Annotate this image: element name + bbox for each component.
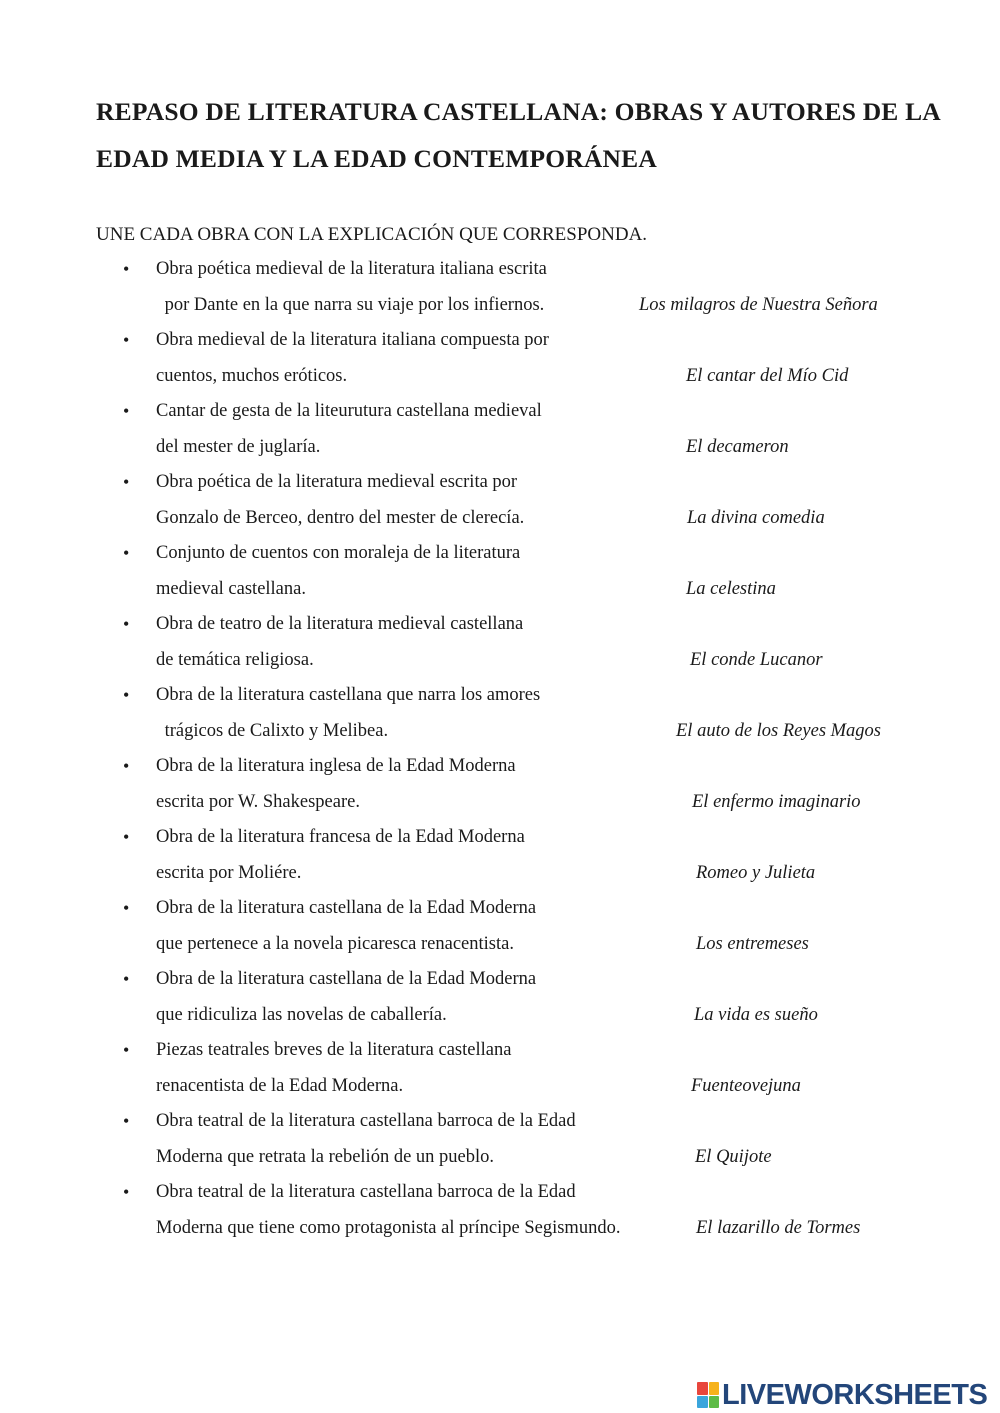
work-title: El cantar del Mío Cid: [686, 366, 849, 386]
description-line-2: de temática religiosa.: [156, 650, 314, 670]
bullet-icon: •: [123, 259, 130, 279]
list-item: [0, 965, 1000, 1036]
description-line-1: Obra medieval de la literatura italiana compuesta por: [156, 330, 549, 350]
bullet-icon: •: [123, 827, 130, 847]
description-line-2: que pertenece a la novela picaresca renacentista.: [156, 934, 514, 954]
bullet-icon: •: [123, 1111, 130, 1131]
bullet-icon: •: [123, 472, 130, 492]
work-title: La divina comedia: [687, 508, 825, 528]
description-line-2: medieval castellana.: [156, 579, 306, 599]
description-line-2: escrita por Moliére.: [156, 863, 302, 883]
list-item: [0, 1107, 1000, 1178]
logo-text: LIVEWORKSHEETS: [722, 1379, 988, 1411]
work-title: El conde Lucanor: [690, 650, 823, 670]
work-title: Los milagros de Nuestra Señora: [639, 295, 878, 315]
bullet-icon: •: [123, 685, 130, 705]
bullet-icon: •: [123, 756, 130, 776]
list-item: [0, 752, 1000, 823]
logo-square-green: [709, 1396, 720, 1409]
list-item: [0, 397, 1000, 468]
description-line-1: Obra de la literatura francesa de la Edad Moderna: [156, 827, 525, 847]
instruction-text: UNE CADA OBRA CON LA EXPLICACIÓN QUE CORRESPONDA.: [96, 224, 648, 245]
description-line-1: Obra de la literatura inglesa de la Edad Moderna: [156, 756, 516, 776]
work-title: La celestina: [686, 579, 776, 599]
list-item: [0, 255, 1000, 326]
work-title: Los entremeses: [696, 934, 809, 954]
work-title: El enfermo imaginario: [692, 792, 861, 812]
description-line-1: Obra poética de la literatura medieval escrita por: [156, 472, 518, 492]
work-title: La vida es sueño: [694, 1005, 818, 1025]
list-item: [0, 894, 1000, 965]
description-line-1: Cantar de gesta de la liteurutura castellana medieval: [156, 401, 542, 421]
list-item: [0, 326, 1000, 397]
description-line-1: Obra de la literatura castellana que narra los amores: [156, 685, 541, 705]
description-line-2: del mester de juglaría.: [156, 437, 321, 457]
description-line-1: Obra de la literatura castellana de la Edad Moderna: [156, 898, 537, 918]
description-line-2: por Dante en la que narra su viaje por los infiernos.: [160, 295, 545, 315]
work-title: El Quijote: [695, 1147, 772, 1167]
logo-mark-icon: [697, 1382, 719, 1408]
list-item: [0, 1178, 1000, 1249]
list-item: [0, 610, 1000, 681]
description-line-2: Gonzalo de Berceo, dentro del mester de clerecía.: [156, 508, 525, 528]
work-title: El lazarillo de Tormes: [696, 1218, 861, 1238]
description-line-2: renacentista de la Edad Moderna.: [156, 1076, 404, 1096]
list-item: [0, 539, 1000, 610]
description-line-1: Obra teatral de la literatura castellana barroca de la Edad: [156, 1182, 576, 1202]
matching-list: [0, 255, 1000, 1249]
bullet-icon: •: [123, 1182, 130, 1202]
bullet-icon: •: [123, 330, 130, 350]
list-item: [0, 1036, 1000, 1107]
bullet-icon: •: [123, 1040, 130, 1060]
logo-square-red: [697, 1382, 708, 1395]
list-item: [0, 681, 1000, 752]
description-line-2: cuentos, muchos eróticos.: [156, 366, 348, 386]
bullet-icon: •: [123, 898, 130, 918]
liveworksheets-logo: [697, 1379, 987, 1411]
description-line-1: Obra poética medieval de la literatura italiana escrita: [156, 259, 547, 279]
description-line-2: trágicos de Calixto y Melibea.: [160, 721, 389, 741]
description-line-1: Piezas teatrales breves de la literatura castellana: [156, 1040, 512, 1060]
description-line-1: Obra de teatro de la literatura medieval castellana: [156, 614, 524, 634]
description-line-2: escrita por W. Shakespeare.: [156, 792, 360, 812]
work-title: Fuenteovejuna: [691, 1076, 801, 1096]
list-item: [0, 823, 1000, 894]
logo-square-blue: [697, 1396, 708, 1409]
bullet-icon: •: [123, 969, 130, 989]
logo-square-yellow: [709, 1382, 720, 1395]
description-line-2: Moderna que retrata la rebelión de un pueblo.: [156, 1147, 495, 1167]
work-title: Romeo y Julieta: [696, 863, 816, 883]
list-item: [0, 468, 1000, 539]
worksheet-title: REPASO DE LITERATURA CASTELLANA: OBRAS Y AUTORES DE LA EDAD MEDIA Y LA EDAD CONTEMPORÁNEA: [96, 97, 940, 173]
work-title: El decameron: [686, 437, 789, 457]
description-line-1: Obra de la literatura castellana de la Edad Moderna: [156, 969, 537, 989]
description-line-2: Moderna que tiene como protagonista al príncipe Segismundo.: [156, 1218, 621, 1238]
description-line-2: que ridiculiza las novelas de caballería.: [156, 1005, 447, 1025]
bullet-icon: •: [123, 401, 130, 421]
bullet-icon: •: [123, 614, 130, 634]
description-line-1: Obra teatral de la literatura castellana barroca de la Edad: [156, 1111, 576, 1131]
bullet-icon: •: [123, 543, 130, 563]
description-line-1: Conjunto de cuentos con moraleja de la literatura: [156, 543, 521, 563]
work-title: El auto de los Reyes Magos: [676, 721, 881, 741]
